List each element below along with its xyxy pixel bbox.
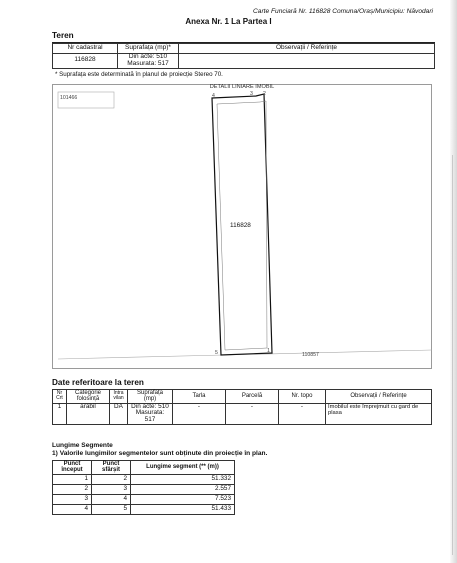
carte-funciara-reference: Carte Funciară Nr. 116828 Comuna/Oraș/Municipiu: Năvodari: [253, 8, 433, 15]
col-lungime-segment: Lungime segment (** (m)): [131, 461, 235, 475]
table-row: [53, 504, 235, 514]
plan-caption: DETALII LINIARE IMOBIL: [209, 84, 275, 90]
point-label-3: 3: [250, 91, 253, 97]
cell-nr-cadastral: 116828: [53, 54, 118, 69]
col-categorie: Categorie folosință: [67, 390, 110, 404]
col-intravilan: Intra vilan: [110, 390, 128, 404]
point-label-5: 5: [215, 350, 218, 356]
col-observatii: Observații / Referințe: [179, 44, 435, 54]
table-row: [53, 54, 435, 69]
document-title: Anexa Nr. 1 La Partea I: [185, 17, 272, 26]
cell-punct-sfarsit: 5: [92, 504, 131, 514]
col-observatii: Observații / Referințe: [326, 390, 432, 404]
cell-suprafata: [128, 403, 173, 424]
parcel-number-label: 116828: [230, 222, 251, 229]
col-nr-cadastral: Nr cadastral: [53, 44, 118, 54]
cell-observatii: [179, 54, 435, 69]
segmente-subtitle: 1) Valorile lungimilor segmentelor sunt obținute din proiecție în plan.: [52, 450, 268, 457]
suprafata-masurata: Masurata: 517: [127, 59, 169, 67]
date-teren-table: [52, 389, 432, 425]
col-suprafata: Suprafața (mp)*: [118, 44, 179, 54]
point-label-4: 4: [212, 93, 215, 99]
cell-punct-inceput: 4: [53, 504, 92, 514]
col-nr-topo: Nr. topo: [279, 390, 326, 404]
cell-tarla: -: [173, 403, 226, 424]
segmente-table: [52, 460, 235, 515]
col-suprafata: Suprafața (mp): [128, 390, 173, 404]
cell-punct-inceput: 3: [53, 494, 92, 504]
cell-lungime: 51.433: [131, 504, 235, 514]
cell-lungime: 51.332: [131, 474, 235, 484]
suprafata-din-acte: Din acte: 510: [128, 53, 168, 60]
suprafata-masurata: Masurata: 517: [135, 409, 165, 424]
cell-parcela: -: [226, 403, 279, 424]
cell-lungime: 2.557: [131, 484, 235, 494]
cell-lungime: 7.523: [131, 494, 235, 504]
neighbor-label-top: 101466: [60, 95, 78, 101]
teren-table: [52, 43, 435, 69]
cell-suprafata: [118, 54, 179, 69]
col-tarla: Tarla: [173, 390, 226, 404]
suprafata-din-acte: Din acte: 510: [131, 402, 169, 410]
neighbor-label-bottom: 110857: [302, 352, 319, 358]
col-parcela: Parcelă: [226, 390, 279, 404]
plan-labels: [52, 84, 432, 369]
cell-punct-inceput: 2: [53, 484, 92, 494]
cell-categorie: arabil: [67, 403, 110, 424]
section-title-date-teren: Date referitoare la teren: [52, 378, 144, 387]
table-row: [53, 474, 235, 484]
point-label-2: 2: [263, 91, 266, 97]
cell-punct-sfarsit: 2: [92, 474, 131, 484]
cell-punct-sfarsit: 3: [92, 484, 131, 494]
cell-punct-sfarsit: 4: [92, 494, 131, 504]
page-edge-line: [452, 155, 453, 555]
table-header-row: [53, 461, 235, 475]
table-header-row: [53, 44, 435, 54]
section-title-teren: Teren: [52, 31, 74, 40]
segmente-title: Lungime Segmente: [52, 442, 113, 449]
cell-intravilan: DA: [110, 403, 128, 424]
col-punct-inceput: Punct început: [53, 461, 92, 475]
table-row: [53, 484, 235, 494]
table-row: [53, 494, 235, 504]
suprafata-note: * Suprafața este determinată în planul de proiecție Stereo 70.: [55, 71, 223, 78]
table-row: [53, 403, 432, 424]
col-nr-crt: Nr Crt: [53, 390, 67, 404]
point-label-1: 1: [267, 348, 270, 354]
cell-nr-crt: 1: [53, 403, 67, 424]
cell-nr-topo: -: [279, 403, 326, 424]
cell-observatii: Imobilul este împrejmuit cu gard de plasa: [326, 403, 432, 424]
table-header-row: [53, 390, 432, 404]
cell-punct-inceput: 1: [53, 474, 92, 484]
col-punct-sfarsit: Punct sfârșit: [92, 461, 131, 475]
